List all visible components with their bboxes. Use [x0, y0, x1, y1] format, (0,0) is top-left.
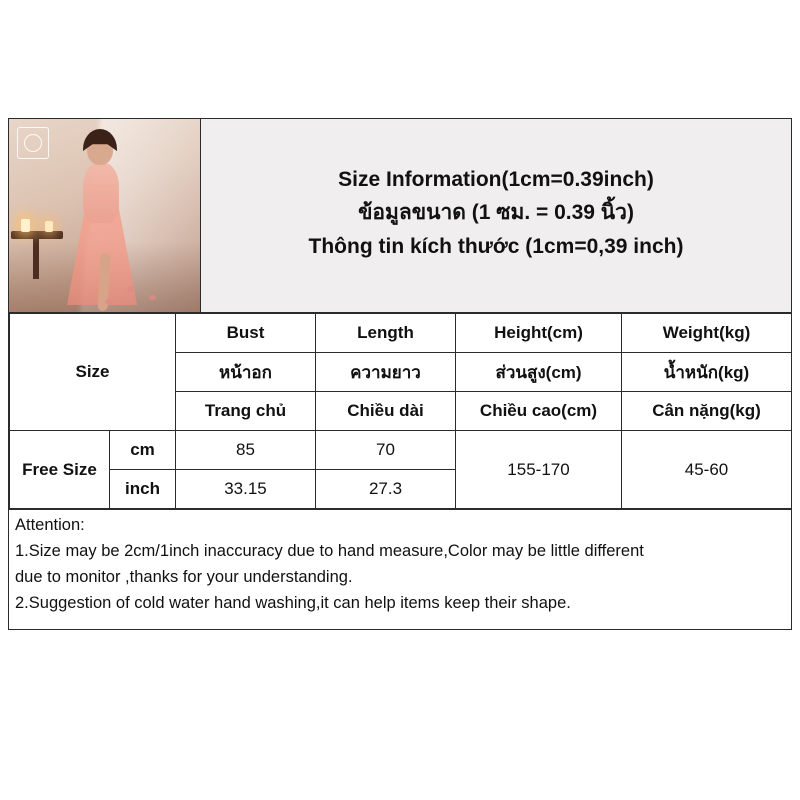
- photo-candle-secondary: [45, 221, 53, 232]
- value-length-cm: 70: [316, 431, 456, 470]
- col-header-height-th: ส่วนสูง(cm): [456, 353, 622, 392]
- attention-line-1: 1.Size may be 2cm/1inch inaccuracy due to hand measure,Color may be little different: [15, 541, 644, 560]
- col-header-bust-en: Bust: [176, 314, 316, 353]
- photo-petal: [127, 287, 134, 292]
- title-en: Size Information(1cm=0.39inch): [338, 168, 654, 192]
- title-block: [201, 119, 791, 312]
- value-length-inch: 27.3: [316, 470, 456, 509]
- attention-heading: Attention:: [15, 516, 85, 534]
- photo-side-table: [11, 231, 63, 239]
- col-header-height-en: Height(cm): [456, 314, 622, 353]
- col-header-weight-en: Weight(kg): [622, 314, 792, 353]
- photo-table-leg: [33, 239, 39, 279]
- attention-line-2: due to monitor ,thanks for your understanding.: [15, 567, 353, 586]
- col-header-length-vi: Chiều dài: [316, 392, 456, 431]
- col-header-weight-vi: Cân nặng(kg): [622, 392, 792, 431]
- attention-block: [9, 509, 791, 629]
- photo-candle: [21, 219, 30, 232]
- table-row-cm: [10, 431, 792, 470]
- brand-logo-ring: [24, 134, 42, 152]
- value-bust-cm: 85: [176, 431, 316, 470]
- title-vi: Thông tin kích thước (1cm=0,39 inch): [308, 234, 684, 258]
- unit-inch: inch: [110, 470, 176, 509]
- col-header-bust-vi: Trang chủ: [176, 392, 316, 431]
- photo-torso: [83, 163, 119, 223]
- value-height: 155-170: [456, 431, 622, 509]
- brand-logo-icon: [17, 127, 49, 159]
- photo-petal: [149, 295, 156, 300]
- row-label-free-size: Free Size: [10, 431, 110, 509]
- attention-line-3: 2.Suggestion of cold water hand washing,it can help items keep their shape.: [15, 593, 571, 612]
- col-header-height-vi: Chiều cao(cm): [456, 392, 622, 431]
- value-bust-inch: 33.15: [176, 470, 316, 509]
- size-table: [9, 313, 792, 509]
- col-header-weight-th: น้ำหนัก(kg): [622, 353, 792, 392]
- title-th: ข้อมูลขนาด (1 ซม. = 0.39 นิ้ว): [358, 201, 634, 225]
- unit-cm: cm: [110, 431, 176, 470]
- size-chart-sheet: [8, 118, 792, 630]
- product-photo: [9, 119, 201, 312]
- table-row-header-en: [10, 314, 792, 353]
- col-header-bust-th: หน้าอก: [176, 353, 316, 392]
- size-header-cell: Size: [10, 314, 176, 431]
- col-header-length-en: Length: [316, 314, 456, 353]
- value-weight: 45-60: [622, 431, 792, 509]
- photo-model: [61, 133, 147, 312]
- photo-petal: [105, 299, 112, 304]
- col-header-length-th: ความยาว: [316, 353, 456, 392]
- header-band: [9, 119, 791, 313]
